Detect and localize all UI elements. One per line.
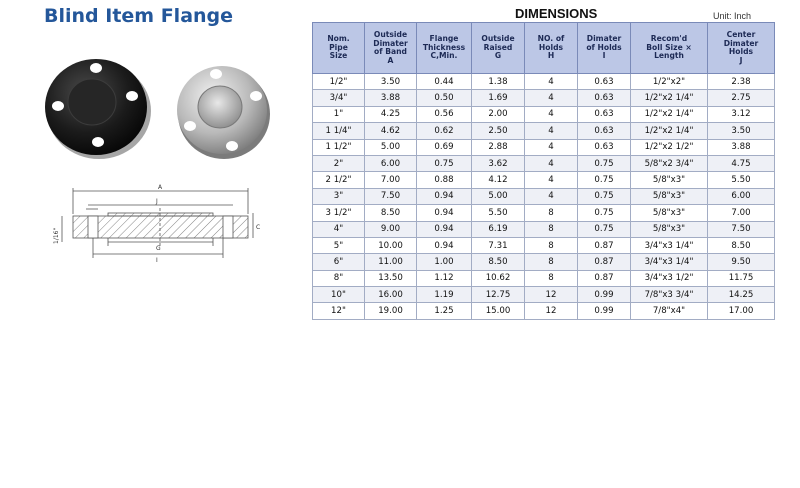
unit-label: Unit: Inch — [713, 11, 752, 21]
table-cell: 16.00 — [365, 287, 417, 303]
table-cell: 4.75 — [708, 155, 775, 171]
table-cell: 2.00 — [472, 106, 525, 122]
table-cell: 6.00 — [365, 155, 417, 171]
header-row — [313, 23, 775, 74]
table-cell: 6.19 — [472, 221, 525, 237]
table-row — [313, 90, 775, 106]
dimensions-table — [312, 22, 775, 320]
table-row — [313, 106, 775, 122]
table-cell: 8 — [525, 221, 578, 237]
table-cell: 7.31 — [472, 237, 525, 253]
table-row — [313, 155, 775, 171]
table-row — [313, 205, 775, 221]
table-body — [313, 74, 775, 320]
table-cell: 4.12 — [472, 172, 525, 188]
table-cell: 5/8"x3" — [631, 221, 708, 237]
table-cell: 2 1/2" — [313, 172, 365, 188]
table-cell: 8.50 — [708, 237, 775, 253]
table-cell: 0.75 — [578, 205, 631, 221]
header-flange-thickness: Flange Thickness C,Min. — [417, 23, 472, 74]
table-cell: 3.50 — [365, 74, 417, 90]
black-blind-flange-photo-icon — [45, 59, 151, 159]
table-cell: 0.63 — [578, 106, 631, 122]
table-cell: 12 — [525, 303, 578, 319]
table-cell: 7.50 — [365, 188, 417, 204]
table-cell: 1" — [313, 106, 365, 122]
table-row — [313, 172, 775, 188]
table-cell: 2" — [313, 155, 365, 171]
table-cell: 0.75 — [578, 155, 631, 171]
table-cell: 12 — [525, 287, 578, 303]
table-cell: 8.50 — [472, 254, 525, 270]
table-cell: 0.69 — [417, 139, 472, 155]
table-cell: 1/2" — [313, 74, 365, 90]
table-cell: 7/8"x3 3/4" — [631, 287, 708, 303]
table-cell: 0.75 — [578, 221, 631, 237]
table-cell: 0.63 — [578, 139, 631, 155]
table-cell: 0.88 — [417, 172, 472, 188]
table-cell: 0.94 — [417, 221, 472, 237]
table-cell: 6" — [313, 254, 365, 270]
table-cell: 1 1/4" — [313, 123, 365, 139]
table-row — [313, 303, 775, 319]
header-center-diameter: Center Dimater Holds J — [708, 23, 775, 74]
table-cell: 4 — [525, 74, 578, 90]
table-cell: 0.94 — [417, 188, 472, 204]
table-row — [313, 74, 775, 90]
table-cell: 3/4"x3 1/4" — [631, 254, 708, 270]
table-cell: 19.00 — [365, 303, 417, 319]
table-cell: 2.75 — [708, 90, 775, 106]
table-cell: 0.63 — [578, 90, 631, 106]
table-cell: 1/2"x2 1/4" — [631, 106, 708, 122]
table-cell: 9.00 — [365, 221, 417, 237]
table-cell: 5.00 — [365, 139, 417, 155]
table-cell: 9.50 — [708, 254, 775, 270]
dim-label-i: I — [156, 257, 158, 264]
table-cell: 7.00 — [708, 205, 775, 221]
header-nominal-pipe-size: Nom. Pipe Size — [313, 23, 365, 74]
table-cell: 0.87 — [578, 270, 631, 286]
table-cell: 1.12 — [417, 270, 472, 286]
table-row — [313, 287, 775, 303]
dim-label-c: C — [256, 224, 261, 231]
dim-label-a: A — [158, 184, 163, 191]
table-cell: 17.00 — [708, 303, 775, 319]
flange-cross-section-drawing — [48, 180, 278, 280]
table-cell: 14.25 — [708, 287, 775, 303]
table-cell: 10" — [313, 287, 365, 303]
table-cell: 8 — [525, 254, 578, 270]
table-cell: 0.75 — [578, 188, 631, 204]
table-cell: 0.63 — [578, 74, 631, 90]
table-cell: 7.00 — [365, 172, 417, 188]
table-cell: 2.50 — [472, 123, 525, 139]
table-cell: 1.00 — [417, 254, 472, 270]
table-cell: 8 — [525, 205, 578, 221]
table-cell: 3.62 — [472, 155, 525, 171]
table-cell: 7.50 — [708, 221, 775, 237]
table-cell: 4.62 — [365, 123, 417, 139]
table-cell: 0.62 — [417, 123, 472, 139]
table-cell: 2.38 — [708, 74, 775, 90]
table-cell: 10.00 — [365, 237, 417, 253]
table-cell: 3/4"x3 1/2" — [631, 270, 708, 286]
table-cell: 0.75 — [417, 155, 472, 171]
table-cell: 0.87 — [578, 237, 631, 253]
table-cell: 5/8"x3" — [631, 172, 708, 188]
table-cell: 0.99 — [578, 303, 631, 319]
table-cell: 1.25 — [417, 303, 472, 319]
table-cell: 4 — [525, 155, 578, 171]
table-cell: 1/2"x2" — [631, 74, 708, 90]
dim-label-j: J — [156, 198, 158, 205]
table-header — [313, 23, 775, 74]
header-diameter-of-holes: Dimater of Holds I — [578, 23, 631, 74]
table-cell: 12" — [313, 303, 365, 319]
table-cell: 8.50 — [365, 205, 417, 221]
table-cell: 10.62 — [472, 270, 525, 286]
table-cell: 1/2"x2 1/4" — [631, 90, 708, 106]
table-cell: 4" — [313, 221, 365, 237]
table-cell: 4 — [525, 188, 578, 204]
table-cell: 3.88 — [365, 90, 417, 106]
table-cell: 1.19 — [417, 287, 472, 303]
table-cell: 0.87 — [578, 254, 631, 270]
table-cell: 8 — [525, 237, 578, 253]
table-cell: 15.00 — [472, 303, 525, 319]
table-cell: 3/4" — [313, 90, 365, 106]
table-cell: 0.50 — [417, 90, 472, 106]
table-cell: 5.50 — [708, 172, 775, 188]
table-cell: 3" — [313, 188, 365, 204]
table-cell: 1 1/2" — [313, 139, 365, 155]
stainless-blind-flange-photo-icon — [177, 66, 270, 159]
table-cell: 4.25 — [365, 106, 417, 122]
table-cell: 5.50 — [472, 205, 525, 221]
table-cell: 3.88 — [708, 139, 775, 155]
table-title: DIMENSIONS — [515, 6, 598, 21]
dim-label-sixteenth: 1/16" — [53, 227, 60, 244]
table-row — [313, 221, 775, 237]
header-outside-raised: Outside Raised G — [472, 23, 525, 74]
table-cell: 0.99 — [578, 287, 631, 303]
table-cell: 4 — [525, 90, 578, 106]
header-number-of-holes: NO. of Holds H — [525, 23, 578, 74]
table-cell: 0.94 — [417, 237, 472, 253]
table-cell: 4 — [525, 139, 578, 155]
header-bolt-size: Recom'd Boll Size × Length — [631, 23, 708, 74]
table-cell: 4 — [525, 172, 578, 188]
header-outside-diameter: Outside Dimater of Band A — [365, 23, 417, 74]
table-cell: 3.12 — [708, 106, 775, 122]
table-cell: 8 — [525, 270, 578, 286]
table-cell: 1.38 — [472, 74, 525, 90]
table-row — [313, 254, 775, 270]
table-cell: 0.94 — [417, 205, 472, 221]
table-cell: 3 1/2" — [313, 205, 365, 221]
page-title: Blind Item Flange — [44, 5, 234, 27]
table-cell: 8" — [313, 270, 365, 286]
table-row — [313, 139, 775, 155]
table-cell: 4 — [525, 106, 578, 122]
table-cell: 3.50 — [708, 123, 775, 139]
table-cell: 5/8"x3" — [631, 205, 708, 221]
table-cell: 13.50 — [365, 270, 417, 286]
table-cell: 11.00 — [365, 254, 417, 270]
table-cell: 0.56 — [417, 106, 472, 122]
table-cell: 1/2"x2 1/2" — [631, 139, 708, 155]
table-cell: 4 — [525, 123, 578, 139]
dim-label-g: G — [156, 245, 161, 252]
table-cell: 1/2"x2 1/4" — [631, 123, 708, 139]
table-cell: 1.69 — [472, 90, 525, 106]
table-row — [313, 188, 775, 204]
table-cell: 12.75 — [472, 287, 525, 303]
table-cell: 2.88 — [472, 139, 525, 155]
table-row — [313, 123, 775, 139]
flange-photos — [40, 52, 280, 164]
table-cell: 0.44 — [417, 74, 472, 90]
table-cell: 3/4"x3 1/4" — [631, 237, 708, 253]
table-cell: 6.00 — [708, 188, 775, 204]
table-cell: 11.75 — [708, 270, 775, 286]
table-row — [313, 270, 775, 286]
table-cell: 5" — [313, 237, 365, 253]
table-cell: 5.00 — [472, 188, 525, 204]
table-row — [313, 237, 775, 253]
table-cell: 0.63 — [578, 123, 631, 139]
table-cell: 7/8"x4" — [631, 303, 708, 319]
table-cell: 5/8"x2 3/4" — [631, 155, 708, 171]
table-cell: 0.75 — [578, 172, 631, 188]
table-cell: 5/8"x3" — [631, 188, 708, 204]
